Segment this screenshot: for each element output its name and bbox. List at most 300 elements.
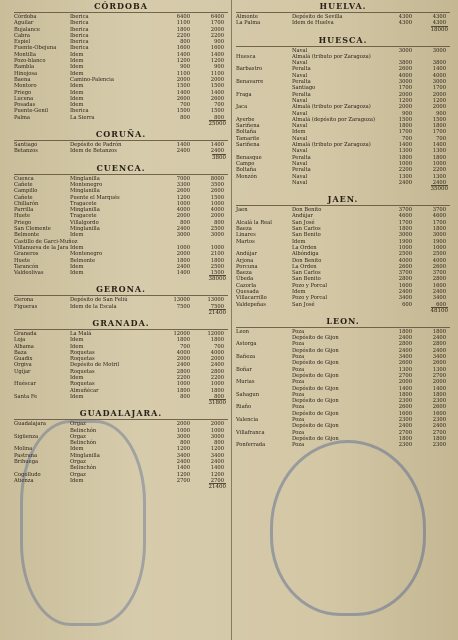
depot-cell: Iberica	[70, 20, 89, 27]
quantity-cell: 2400	[176, 459, 190, 466]
depot-cell: Idem	[292, 288, 306, 295]
section-rule	[236, 12, 450, 13]
depot-cell: Idem	[70, 263, 84, 270]
province-section	[14, 2, 228, 128]
total-cell: 2200	[432, 167, 446, 174]
quantity-cell: 2600	[398, 360, 412, 367]
total-cell: 2400	[432, 347, 446, 354]
total-cell: 7500	[210, 303, 224, 310]
depot-cell: Naval	[292, 110, 308, 117]
total-cell: 2300	[432, 417, 446, 424]
quantity-cell: 2000	[176, 356, 190, 363]
town-cell: Hinojosa	[14, 70, 38, 77]
town-cell: Campo	[236, 160, 255, 167]
quantity-cell: 4000	[398, 257, 412, 264]
total-cell: 600	[436, 301, 446, 308]
depot-cell: Naval	[292, 173, 308, 180]
depot-cell: Roquetas	[70, 349, 95, 356]
quantity-cell: 2600	[398, 263, 412, 270]
depot-cell: Orgaz	[70, 459, 86, 466]
quantity-cell: 3400	[176, 452, 190, 459]
depot-cell: Pozo y Porcal	[292, 282, 328, 289]
town-cell: Linares	[236, 232, 256, 239]
town-cell: Betanzos	[14, 148, 38, 155]
quantity-cell: 1100	[176, 70, 190, 77]
section-total	[14, 310, 228, 317]
quantity-cell: 7500	[176, 303, 190, 310]
province-title: GRANADA.	[92, 317, 150, 328]
town-cell: Boltaña	[236, 129, 257, 136]
quantity-cell: 2600	[398, 404, 412, 411]
total-cell: 2800	[432, 276, 446, 283]
total-cell: 3700	[432, 270, 446, 277]
depot-cell: Santiago	[292, 85, 316, 92]
quantity-cell: 7000	[176, 175, 190, 182]
depot-cell: Minglanilla	[70, 226, 100, 233]
section-total	[14, 400, 228, 407]
town-cell: Palma	[14, 114, 31, 121]
total-cell: 3000	[432, 79, 446, 86]
depot-cell: Depósito de San Feliú	[70, 297, 128, 304]
section-total-value: 21400	[208, 309, 226, 316]
province-title: JAEN.	[327, 194, 359, 205]
total-cell: 2800	[210, 368, 224, 375]
town-cell: Villanueva de la Jara	[14, 244, 69, 251]
total-cell: 8000	[210, 175, 224, 182]
quantity-cell: 2600	[398, 66, 412, 73]
table-row	[236, 302, 450, 308]
depot-cell: Minglanilla	[70, 188, 100, 195]
depot-cell: Depósito de Gijon	[292, 398, 339, 405]
depot-cell: Idem	[292, 238, 306, 245]
depot-cell: Minglanilla	[70, 207, 100, 214]
quantity-cell: 1100	[176, 20, 190, 27]
depot-cell: Idem	[70, 83, 84, 90]
depot-cell: Belinchón	[70, 427, 97, 434]
depot-cell: Poza	[292, 341, 305, 348]
total-cell: 2000	[210, 356, 224, 363]
town-cell: San Clemente	[14, 226, 51, 233]
depot-cell: Minglanilla	[70, 175, 100, 182]
depot-cell: Montenegro	[70, 181, 103, 188]
depot-cell: Depósito de Gijon	[292, 347, 339, 354]
quantity-cell: 1200	[398, 97, 412, 104]
quantity-cell: 2400	[176, 226, 190, 233]
total-cell: 2400	[432, 179, 446, 186]
town-cell: Benasque	[236, 154, 262, 161]
depot-cell: Almalá (tributo por Zaragoza)	[292, 53, 371, 60]
depot-cell: Roquetas	[70, 368, 95, 375]
quantity-cell: 1000	[176, 381, 190, 388]
depot-cell: La Sierra	[70, 114, 95, 121]
town-cell: Pastrana	[14, 452, 38, 459]
depot-cell: Idem	[70, 58, 84, 65]
quantity-cell: 2600	[176, 95, 190, 102]
town-cell: Tamarite	[236, 135, 260, 142]
quantity-cell: 3800	[398, 60, 412, 67]
quantity-cell: 700	[180, 102, 190, 109]
quantity-cell: 800	[180, 219, 190, 226]
total-cell: 4000	[210, 349, 224, 356]
total-cell: 1700	[432, 129, 446, 136]
depot-cell: Poza	[292, 417, 305, 424]
quantity-cell: 800	[180, 114, 190, 121]
town-cell: Atienza	[14, 477, 34, 484]
section-total	[14, 121, 228, 128]
depot-cell: Depósito de Gijon	[292, 423, 339, 430]
town-cell: Santa Fe	[14, 393, 38, 400]
town-cell: Alcalá la Real	[236, 219, 272, 226]
depot-cell: Idem	[70, 102, 84, 109]
section-total	[14, 484, 228, 491]
total-cell: 2000	[432, 379, 446, 386]
quantity-cell: 2400	[398, 179, 412, 186]
town-cell: Figueras	[14, 303, 38, 310]
total-cell: 1700	[432, 219, 446, 226]
section-rule	[236, 327, 450, 328]
town-cell: Huesca	[236, 53, 256, 60]
total-cell: 1600	[432, 282, 446, 289]
town-cell: Baena	[14, 76, 31, 83]
province-section	[14, 409, 228, 491]
depot-cell: Almalá (tributo por Zaragoza)	[292, 142, 371, 149]
table-row	[14, 115, 228, 121]
depot-cell: San José	[292, 301, 315, 308]
depot-cell: Roquetas	[70, 381, 95, 388]
quantity-cell: 3000	[398, 232, 412, 239]
depot-cell: Poza	[292, 404, 305, 411]
depot-cell: Idem	[70, 375, 84, 382]
town-cell: Sariñena	[236, 123, 260, 130]
total-cell: 1400	[432, 142, 446, 149]
town-cell: Guadix	[14, 356, 33, 363]
total-cell: 700	[214, 343, 224, 350]
total-cell: 4600	[432, 213, 446, 220]
depot-cell: Naval	[292, 60, 308, 67]
depot-cell: Belmonte	[70, 257, 96, 264]
total-cell: 2400	[210, 148, 224, 155]
depot-cell: Iberica	[70, 108, 89, 115]
total-cell: 2300	[432, 398, 446, 405]
depot-cell: Pozo y Porcal	[292, 295, 328, 302]
quantity-cell: 1200	[176, 471, 190, 478]
town-cell: Lucena	[14, 95, 34, 102]
total-cell: 4000	[432, 257, 446, 264]
total-cell: 3000	[210, 232, 224, 239]
quantity-cell: 6400	[176, 14, 190, 20]
town-cell: Cañete	[14, 181, 33, 188]
quantity-cell: 2700	[398, 429, 412, 436]
section-total-value: 21400	[208, 484, 226, 491]
depot-cell: Minglanilla	[70, 452, 100, 459]
quantity-cell: 2800	[398, 341, 412, 348]
quantity-cell: 1200	[176, 58, 190, 65]
total-cell: 1500	[210, 194, 224, 201]
total-cell: 700	[436, 135, 446, 142]
depot-cell: Puente el Marqués	[70, 194, 120, 201]
town-cell: Boltaña	[236, 167, 257, 174]
town-cell: Ayerbe	[236, 116, 255, 123]
table-row	[14, 304, 228, 310]
total-cell: 1800	[432, 123, 446, 130]
town-cell: Sariñena	[236, 142, 260, 149]
town-cell: Valdeolivas	[14, 270, 44, 277]
depot-cell: Tragacete	[70, 213, 97, 220]
depot-cell: Roquetas	[70, 356, 95, 363]
town-cell: Sigüenza	[14, 433, 39, 440]
quantity-cell: 2000	[176, 421, 190, 428]
total-cell: 1700	[210, 20, 224, 27]
depot-cell: Naval	[292, 123, 308, 130]
quantity-cell: 3000	[176, 232, 190, 239]
depot-cell: Poza	[292, 379, 305, 386]
town-cell: Benavarre	[236, 79, 264, 86]
town-cell: Guadalajara	[14, 421, 47, 428]
total-cell: 1400	[210, 51, 224, 58]
total-cell: 1000	[210, 244, 224, 251]
depot-cell: Montenegro	[70, 251, 103, 258]
total-cell: 4300	[432, 20, 446, 27]
town-cell: Cuenca	[14, 175, 34, 182]
total-cell: 800	[214, 219, 224, 226]
quantity-cell: 1700	[398, 219, 412, 226]
quantity-cell: 2400	[398, 347, 412, 354]
table-row	[236, 442, 450, 448]
total-cell: 1000	[210, 381, 224, 388]
quantity-cell: 1800	[176, 26, 190, 33]
quantity-cell: 2300	[398, 398, 412, 405]
quantity-cell: 1700	[398, 129, 412, 136]
town-cell: Ugíjar	[14, 368, 31, 375]
total-cell: 3000	[210, 433, 224, 440]
total-cell: 6400	[210, 14, 224, 20]
total-cell: 3500	[210, 181, 224, 188]
total-cell: 1400	[210, 465, 224, 472]
depot-cell: Depósito de Padrón	[70, 142, 122, 149]
province-title: LEON.	[326, 315, 360, 326]
quantity-cell: 2200	[176, 32, 190, 39]
total-cell: 1700	[432, 85, 446, 92]
total-cell: 1600	[432, 410, 446, 417]
section-rule	[14, 174, 228, 175]
quantity-cell: 1300	[398, 148, 412, 155]
quantity-cell: 1800	[398, 328, 412, 335]
quantity-cell: 3000	[176, 433, 190, 440]
total-cell: 800	[214, 114, 224, 121]
depot-cell: Belinchón	[70, 440, 97, 447]
total-cell: 700	[214, 102, 224, 109]
total-cell: 1000	[432, 160, 446, 167]
total-cell: 2000	[432, 104, 446, 111]
depot-cell: Peralta	[292, 91, 311, 98]
depot-cell: Idem	[70, 70, 84, 77]
depot-cell: Depósito de Sevilla	[292, 14, 343, 20]
quantity-cell: 1600	[176, 45, 190, 52]
total-cell: 1100	[210, 70, 224, 77]
quantity-cell: 2500	[398, 251, 412, 258]
quantity-cell: 1600	[398, 410, 412, 417]
depot-cell: Idem de Betanzos	[70, 148, 117, 155]
total-cell: 2600	[210, 188, 224, 195]
depot-cell: Idem	[70, 337, 84, 344]
town-cell: Martos	[236, 238, 255, 245]
town-cell: Baeza	[236, 226, 252, 233]
depot-cell: Idem de la Escala	[70, 303, 117, 310]
depot-cell: San Carlos	[292, 270, 321, 277]
quantity-cell: 1900	[398, 238, 412, 245]
depot-cell: Idem	[70, 446, 84, 453]
section-rule	[14, 12, 228, 13]
quantity-cell: 900	[402, 110, 412, 117]
depot-cell: Naval	[292, 47, 308, 54]
town-cell: Cazorla	[236, 282, 257, 289]
total-cell: 3400	[432, 354, 446, 361]
table-row	[14, 148, 228, 154]
town-cell: Montilla	[14, 51, 36, 58]
town-cell: Ponferrada	[236, 442, 266, 449]
depot-cell: Iberica	[70, 26, 89, 33]
quantity-cell: 1800	[398, 123, 412, 130]
total-cell: 2000	[210, 421, 224, 428]
depot-cell: Idem	[292, 129, 306, 136]
quantity-cell: 2000	[398, 91, 412, 98]
total-cell: 1500	[210, 108, 224, 115]
total-cell: 4000	[432, 72, 446, 79]
town-cell: Campillo	[14, 188, 38, 195]
quantity-cell: 1400	[176, 270, 190, 277]
town-cell: Jaen	[236, 207, 248, 214]
town-cell: Molina	[14, 446, 33, 453]
town-cell: Villacarrillo	[236, 295, 267, 302]
right-column	[236, 0, 450, 640]
total-cell: 3800	[432, 60, 446, 67]
town-cell: Sahagun	[236, 391, 260, 398]
quantity-cell: 1000	[176, 427, 190, 434]
town-cell: Valdepeñas	[236, 301, 266, 308]
depot-cell: Almuñécar	[70, 387, 99, 394]
town-cell: Alhama	[14, 343, 34, 350]
quantity-cell: 2200	[398, 167, 412, 174]
town-cell: Priego	[14, 89, 32, 96]
quantity-cell: 2000	[398, 104, 412, 111]
total-cell: 900	[214, 64, 224, 71]
quantity-cell: 4000	[176, 207, 190, 214]
total-cell: 3400	[432, 295, 446, 302]
town-cell: Montoro	[14, 83, 37, 90]
depot-cell: Don Benito	[292, 257, 322, 264]
total-cell: 1400	[210, 142, 224, 149]
depot-cell: San Benito	[292, 232, 321, 239]
quantity-cell: 2000	[176, 76, 190, 83]
town-cell: Pozo-blanco	[14, 58, 46, 65]
quantity-cell: 1400	[398, 142, 412, 149]
depot-cell: La Orden	[292, 263, 317, 270]
depot-cell: Idem	[70, 232, 84, 239]
total-cell: 1300	[432, 173, 446, 180]
depot-cell: Peralta	[292, 154, 311, 161]
total-cell: 2400	[210, 459, 224, 466]
town-cell: Espiel	[14, 39, 31, 46]
town-cell: Cogolludo	[14, 471, 41, 478]
total-cell: 800	[214, 393, 224, 400]
quantity-cell: 2200	[176, 375, 190, 382]
town-cell: Granada	[14, 330, 37, 337]
town-cell: Castillo de Garci-Muñoz	[14, 238, 78, 245]
quantity-cell: 2800	[176, 368, 190, 375]
quantity-cell: 1000	[398, 160, 412, 167]
depot-cell: Depósito de Gijon	[292, 435, 339, 442]
total-cell: 1800	[432, 226, 446, 233]
quantity-cell: 3300	[176, 181, 190, 188]
depot-cell: Depósito de Gijon	[292, 360, 339, 367]
total-cell: 1800	[432, 154, 446, 161]
total-cell: 2400	[432, 288, 446, 295]
quantity-cell: 1000	[176, 244, 190, 251]
quantity-cell: 2300	[398, 442, 412, 449]
depot-cell: Naval	[292, 148, 308, 155]
town-cell: Leon	[236, 328, 249, 335]
depot-cell: San José	[292, 219, 315, 226]
town-cell: Baza	[14, 349, 27, 356]
town-cell: Posadas	[14, 102, 36, 109]
depot-cell: Orgaz	[70, 421, 86, 428]
town-cell: Huéscar	[14, 381, 37, 388]
quantity-cell: 1000	[176, 200, 190, 207]
total-cell: 1400	[432, 385, 446, 392]
town-cell: Astorga	[236, 341, 257, 348]
total-cell: 2600	[210, 95, 224, 102]
town-cell: Fraga	[236, 91, 252, 98]
town-cell: Riaño	[236, 404, 252, 411]
table-row	[14, 394, 228, 400]
depot-cell: Idem	[70, 343, 84, 350]
total-cell: 2100	[210, 251, 224, 258]
depot-cell: Depósito de Motril	[70, 362, 120, 369]
depot-cell: La Orden	[292, 244, 317, 251]
town-cell: Villafranca	[236, 429, 265, 436]
depot-cell: Naval	[292, 160, 308, 167]
town-cell: Quesada	[236, 288, 259, 295]
depot-cell: Iberica	[70, 39, 89, 46]
town-cell: Chillarón	[14, 200, 39, 207]
quantity-cell: 2400	[398, 335, 412, 342]
town-cell: Córdoba	[14, 14, 37, 20]
town-cell: Andújar	[236, 251, 257, 258]
depot-cell: Depósito de Gijon	[292, 410, 339, 417]
town-cell: Loja	[14, 337, 26, 344]
quantity-cell: 700	[402, 135, 412, 142]
section-rule	[14, 295, 228, 296]
total-cell: 3700	[432, 207, 446, 214]
town-cell: Almonte	[236, 14, 258, 20]
depot-cell: Depósito de Gijon	[292, 335, 339, 342]
total-cell: 900	[436, 110, 446, 117]
province-title: HUESCA.	[318, 34, 368, 45]
depot-cell: La Malá	[70, 330, 92, 337]
total-cell: 2500	[210, 263, 224, 270]
depot-cell: Peralta	[292, 66, 311, 73]
town-cell: Belmonte	[14, 232, 40, 239]
quantity-cell: 2400	[176, 263, 190, 270]
total-cell: 900	[214, 39, 224, 46]
depot-cell: Poza	[292, 354, 305, 361]
total-cell: 2300	[432, 442, 446, 449]
total-cell: 2000	[210, 213, 224, 220]
depot-cell: Idem	[70, 64, 84, 71]
town-cell: Puente-Genil	[14, 108, 49, 115]
total-cell: 3000	[432, 47, 446, 54]
quantity-cell: 1800	[398, 391, 412, 398]
